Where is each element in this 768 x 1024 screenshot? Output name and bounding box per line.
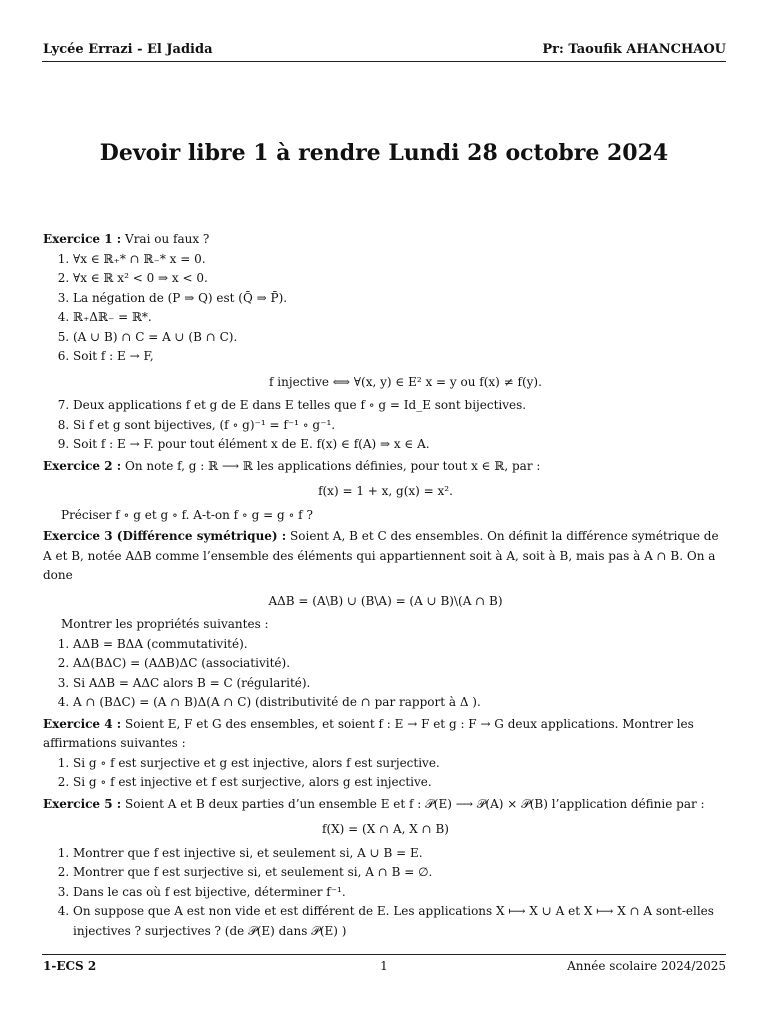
list-item: 2. AΔ(BΔC) = (AΔB)ΔC (associativité). [73, 654, 728, 674]
exercise-4-label: Exercice 4 : [43, 716, 122, 731]
list-item: 3. Dans le cas où f est bijective, déterminer f⁻¹. [73, 883, 728, 903]
exercise-3-lead: Montrer les propriétés suivantes : [61, 617, 269, 631]
exercise-5-list [43, 844, 728, 942]
footer-page-number: 1 [380, 959, 388, 973]
exercise-4 [43, 715, 728, 754]
exercise-2 [43, 457, 728, 477]
exercise-2-label: Exercice 2 : [43, 458, 122, 473]
list-item: 3. Si AΔB = AΔC alors B = C (régularité). [73, 674, 728, 694]
list-item: 2. Si g ∘ f est injective et f est surjective, alors g est injective. [73, 773, 728, 793]
exercise-1-label: Exercice 1 : [43, 232, 122, 246]
list-item: 5. (A ∪ B) ∩ C = A ∪ (B ∩ C). [73, 328, 728, 348]
exercise-3 [43, 527, 728, 586]
list-item: 1. ∀x ∈ ℝ₊* ∩ ℝ₋* x = 0. [73, 250, 728, 270]
header-teacher: Pr: Taoufik AHANCHAOU [542, 42, 726, 57]
header-divider [42, 61, 726, 62]
list-item: 7. Deux applications f et g de E dans E telles que f ∘ g = Id_E sont bijectives. [73, 396, 728, 416]
footer-year: Année scolaire 2024/2025 [567, 959, 726, 973]
exercises-body [43, 230, 728, 941]
exercise-3-label: Exercice 3 (Différence symétrique) : [43, 529, 287, 543]
exercise-1-list-continued [43, 396, 728, 455]
footer-divider [42, 954, 726, 955]
exercise-2-formula: f(x) = 1 + x, g(x) = x². [318, 484, 453, 498]
exercise-5-formula: f(X) = (X ∩ A, X ∩ B) [322, 822, 449, 836]
exercise-4-intro: Soient E, F et G des ensembles, et soient f : E → F et g : F → G deux applications. Montrer les affirmations suivantes : [43, 716, 694, 750]
exercise-2-intro: On note f, g : ℝ ⟶ ℝ les applications définies, pour tout x ∈ ℝ, par : [125, 458, 541, 473]
page-title: Devoir libre 1 à rendre Lundi 28 octobre 2024 [99, 140, 669, 166]
exercise-1-list [43, 250, 728, 367]
list-item: 2. Montrer que f est surjective si, et seulement si, A ∩ B = ∅. [73, 863, 728, 883]
list-item: 9. Soit f : E → F. pour tout élément x de E. f(x) ∈ f(A) ⇒ x ∈ A. [73, 435, 728, 455]
exercise-5-intro: Soient A et B deux parties d’un ensemble E et f : 𝒫(E) ⟶ 𝒫(A) × 𝒫(B) l’application définie par : [125, 796, 705, 811]
list-item: 1. Montrer que f est injective si, et seulement si, A ∪ B = E. [73, 844, 728, 864]
list-item: 3. La négation de (P ⇒ Q) est (Q̄ ⇒ P̄). [73, 289, 728, 309]
footer-class: 1-ECS 2 [43, 959, 97, 973]
exercise-1-intro: Vrai ou faux ? [125, 232, 210, 246]
list-item: 8. Si f et g sont bijectives, (f ∘ g)⁻¹ = f⁻¹ ∘ g⁻¹. [73, 416, 728, 436]
list-item: 4. A ∩ (BΔC) = (A ∩ B)Δ(A ∩ C) (distributivité de ∩ par rapport à Δ ). [73, 693, 728, 713]
exercise-5-label: Exercice 5 : [43, 796, 122, 811]
list-item: 4. ℝ₊Δℝ₋ = ℝ*. [73, 308, 728, 328]
list-item: 4. On suppose que A est non vide et est différent de E. Les applications X ⟼ X ∪ A et X ⟼ X ∩ A sont-elles injectives ? surjectives ? (de 𝒫(E) dans 𝒫(E) ) [73, 902, 728, 941]
exercise-4-list [43, 754, 728, 793]
exercise-5 [43, 795, 728, 815]
exercise-1 [43, 230, 728, 250]
exercise-1-item6-formula: f injective ⟺ ∀(x, y) ∈ E² x = y ou f(x) ≠ f(y). [269, 374, 542, 389]
exercise-3-intro: Soient A, B et C des ensembles. On définit la différence symétrique de A et B, notée AΔB comme l’ensemble des éléments qui appartiennent soit à A, soit à B, mais pas à A ∩ B. On a done [43, 529, 719, 582]
list-item: 1. Si g ∘ f est surjective et g est injective, alors f est surjective. [73, 754, 728, 774]
list-item: 1. AΔB = BΔA (commutativité). [73, 635, 728, 655]
exercise-2-question: Préciser f ∘ g et g ∘ f. A-t-on f ∘ g = g ∘ f ? [61, 507, 313, 522]
list-item: 6. Soit f : E → F, [73, 347, 728, 367]
list-item: 2. ∀x ∈ ℝ x² < 0 ⇒ x < 0. [73, 269, 728, 289]
exercise-3-list [43, 635, 728, 713]
header-school: Lycée Errazi - El Jadida [43, 42, 213, 57]
exercise-3-formula: AΔB = (A\B) ∪ (B\A) = (A ∪ B)\(A ∩ B) [268, 593, 503, 608]
